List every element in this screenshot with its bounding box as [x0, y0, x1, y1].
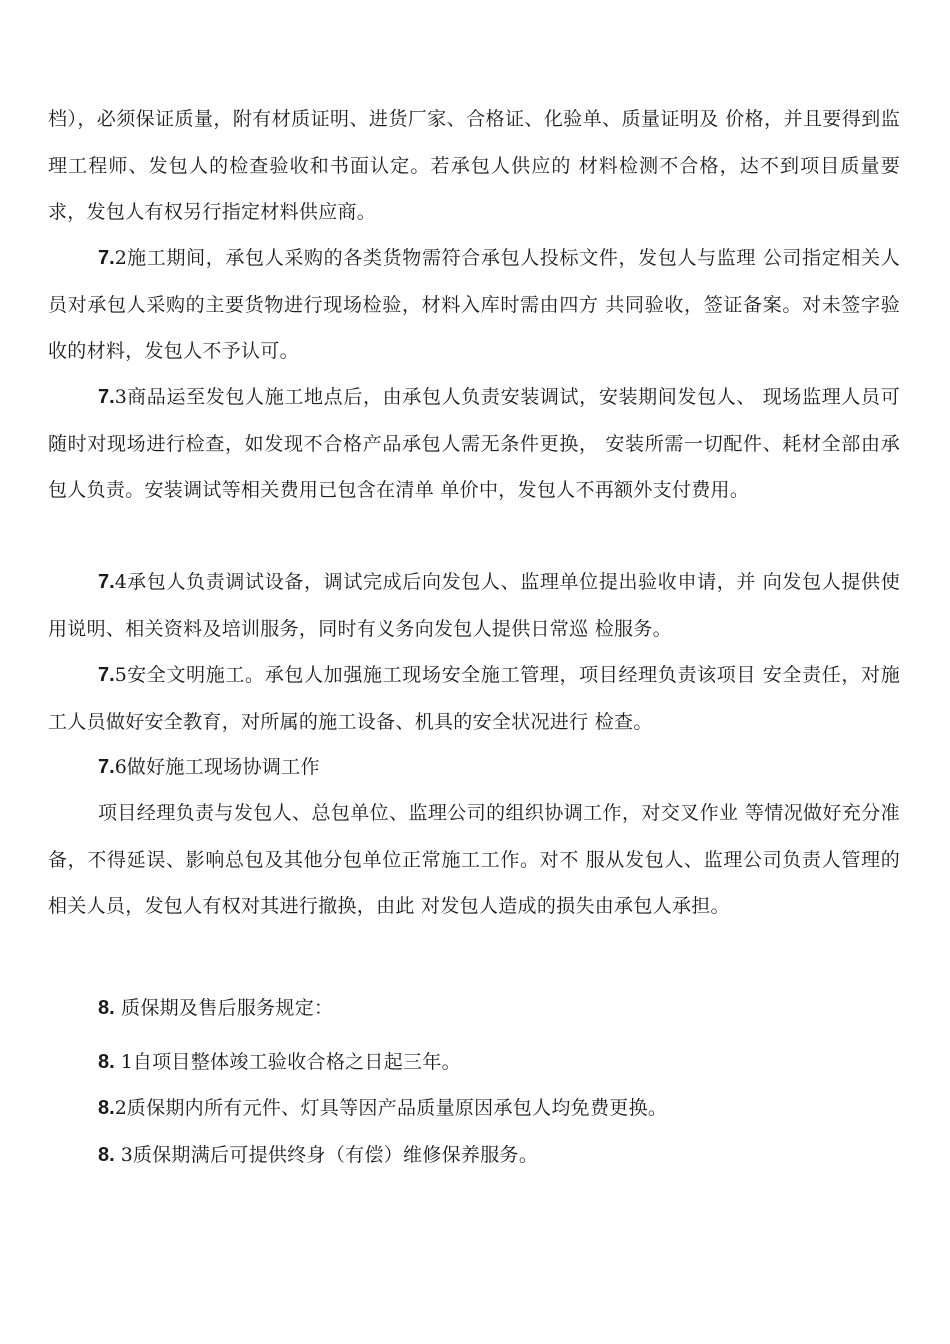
paragraph-7-2	[48, 235, 900, 375]
section-number: 8.	[98, 1051, 115, 1073]
paragraph-7-6-body	[48, 790, 900, 930]
section-number: 7.	[98, 571, 115, 593]
section-number: 7.	[98, 247, 115, 269]
section-subnumber: 5	[114, 664, 127, 686]
paragraph-text: 安全文明施工。承包人加强施工现场安全施工管理，项目经理负责该项目 安全责任，对施工人员做好安全教育，对所属的施工设备、机具的安全状况进行 检查。	[48, 664, 900, 733]
section-subnumber: 2	[114, 1097, 127, 1119]
paragraph-text: 自项目整体竣工验收合格之日起三年。	[132, 1051, 461, 1073]
paragraph-7-6	[48, 744, 900, 791]
paragraph-text: 施工期间，承包人采购的各类货物需符合承包人投标文件，发包人与监理 公司指定相关人员对承包人采购的主要货物进行现场检验，材料入库时需由四方 共同验收，签证备案。对未签字验收的材料，发包人不予认可。	[48, 247, 900, 362]
paragraph-text: 质保期满后可提供终身（有偿）维修保养服务。	[132, 1144, 539, 1166]
paragraph-8-1	[48, 1039, 900, 1086]
paragraph-8-3	[48, 1132, 900, 1179]
section-number: 7.	[98, 386, 115, 408]
section-subnumber: 1	[114, 1051, 133, 1073]
paragraph-text: 项目经理负责与发包人、总包单位、监理公司的组织协调工作，对交叉作业 等情况做好充分准备，不得延误、影响总包及其他分包单位正常施工工作。对不 服从发包人、监理公司负责人管理的相关人员，发包人有权对其进行撤换，由此 对发包人造成的损失由承包人承担。	[48, 802, 900, 917]
section-subnumber: 3	[114, 1144, 133, 1166]
paragraph-text: 质保期内所有元件、灯具等因产品质量原因承包人均免费更换。	[126, 1097, 668, 1119]
paragraph-7-3	[48, 374, 900, 514]
paragraph-text: 商品运至发包人施工地点后，由承包人负责安装调试，安装期间发包人、 现场监理人员可随时对现场进行检查，如发现不合格产品承包人需无条件更换， 安装所需一切配件、耗材全部由承包人负责。安装调试等相关费用已包含在清单 单价中，发包人不再额外支付费用。	[48, 386, 900, 501]
section-number: 8.	[98, 997, 115, 1019]
section-number: 7.	[98, 756, 115, 778]
section-number: 8.	[98, 1097, 115, 1119]
section-number: 7.	[98, 664, 115, 686]
paragraph-continuation	[48, 96, 900, 236]
section-subnumber: 2	[114, 247, 127, 269]
paragraph-7-4	[48, 559, 900, 652]
section-subnumber: 6	[114, 756, 127, 778]
paragraph-text: 承包人负责调试设备，调试完成后向发包人、监理单位提出验收申请，并 向发包人提供使用说明、相关资料及培训服务，同时有义务向发包人提供日常巡 检服务。	[48, 571, 900, 640]
paragraph-text: 档），必须保证质量，附有材质证明、进货厂家、合格证、化验单、质量证明及 价格，并且要得到监理工程师、发包人的检查验收和书面认定。若承包人供应的 材料检测不合格，达不到项目质量要求，发包人有权另行指定材料供应商。	[48, 108, 900, 223]
section-subnumber: 3	[114, 386, 127, 408]
paragraph-8-2	[48, 1085, 900, 1132]
paragraph-7-5	[48, 652, 900, 745]
section-subnumber: 4	[114, 571, 127, 593]
paragraph-text: 做好施工现场协调工作	[126, 756, 320, 778]
heading-8	[48, 985, 900, 1032]
heading-text: 质保期及售后服务规定：	[114, 997, 334, 1019]
section-number: 8.	[98, 1144, 115, 1166]
